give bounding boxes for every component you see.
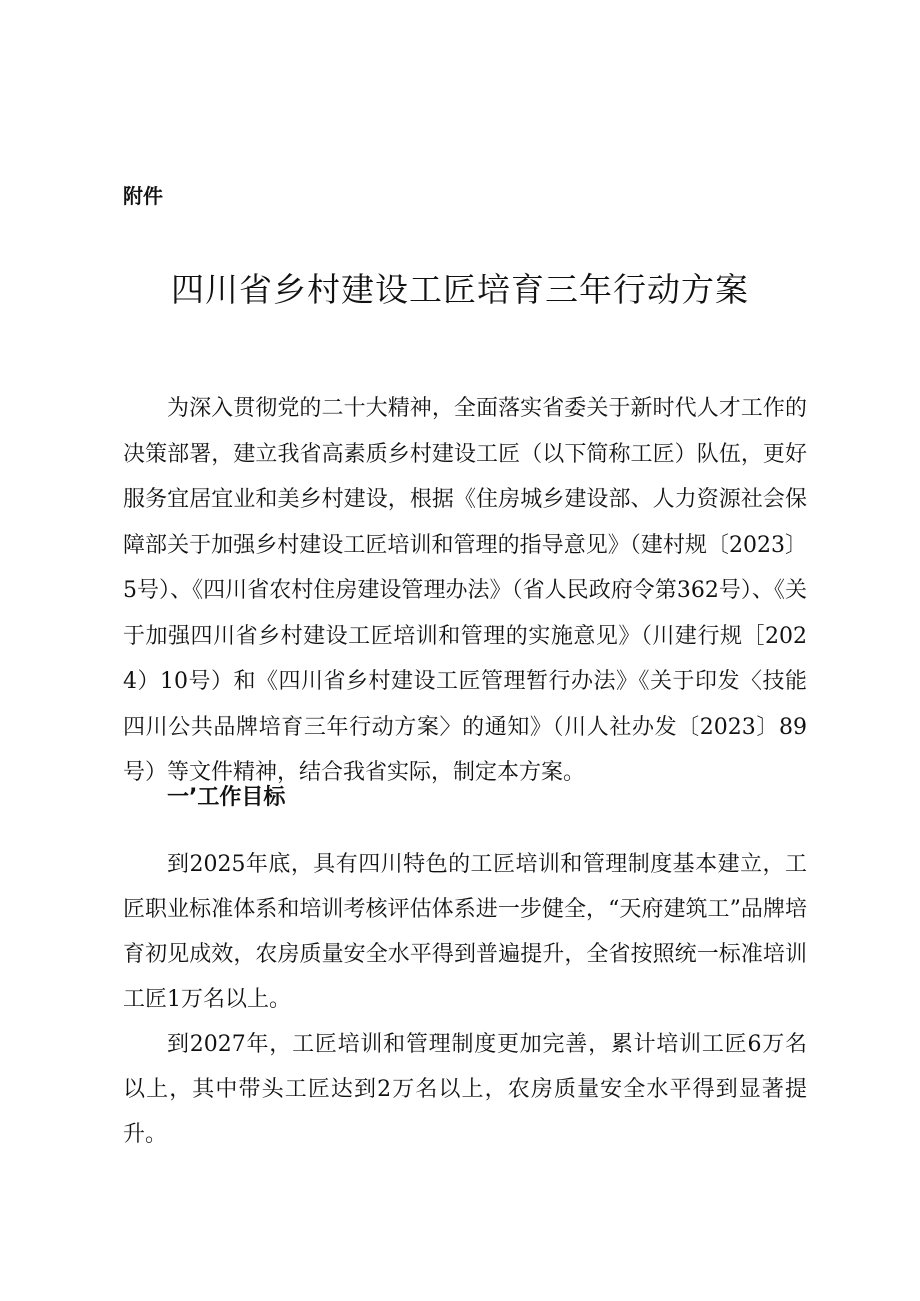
attachment-label: 附件 — [123, 184, 163, 208]
section-heading-work-goals: 一’工作目标 — [167, 785, 286, 810]
document-title: 四川省乡村建设工匠培育三年行动方案 — [171, 270, 749, 309]
intro-paragraph: 为深入贯彻党的二十大精神，全面落实省委关于新时代人才工作的决策部署，建立我省高素质乡村建设工匠（以下简称工匠）队伍，更好服务宜居宜业和美乡村建设，根据《住房城乡建设部、人力资源社会保障部关于加强乡村建设工匠培训和管理的指导意见》（建村规〔2023〕5号）、《四川省农村住房建设管理办法》（省人民政府令第362号）、《关于加强四川省乡村建设工匠培训和管理的实施意见》（川建行规［2024）10号）和《四川省乡村建设工匠管理暂行办法》《关于印发〈技能四川公共品牌培育三年行动方案〉的通知》（川人社办发〔2023〕89号）等文件精神，结合我省实际，制定本方案。 — [123, 396, 807, 785]
goal-2025-paragraph: 到2025年底，具有四川特色的工匠培训和管理制度基本建立，工匠职业标准体系和培训考核评估体系进一步健全，“天府建筑工”品牌培育初见成效，农房质量安全水平得到普遍提升，全省按照统一标准培训工匠1万名以上。 — [123, 852, 807, 1012]
goal-2027-paragraph: 到2027年，工匠培训和管理制度更加完善，累计培训工匠6万名以上，其中带头工匠达到2万名以上，农房质量安全水平得到显著提升。 — [123, 1032, 807, 1147]
